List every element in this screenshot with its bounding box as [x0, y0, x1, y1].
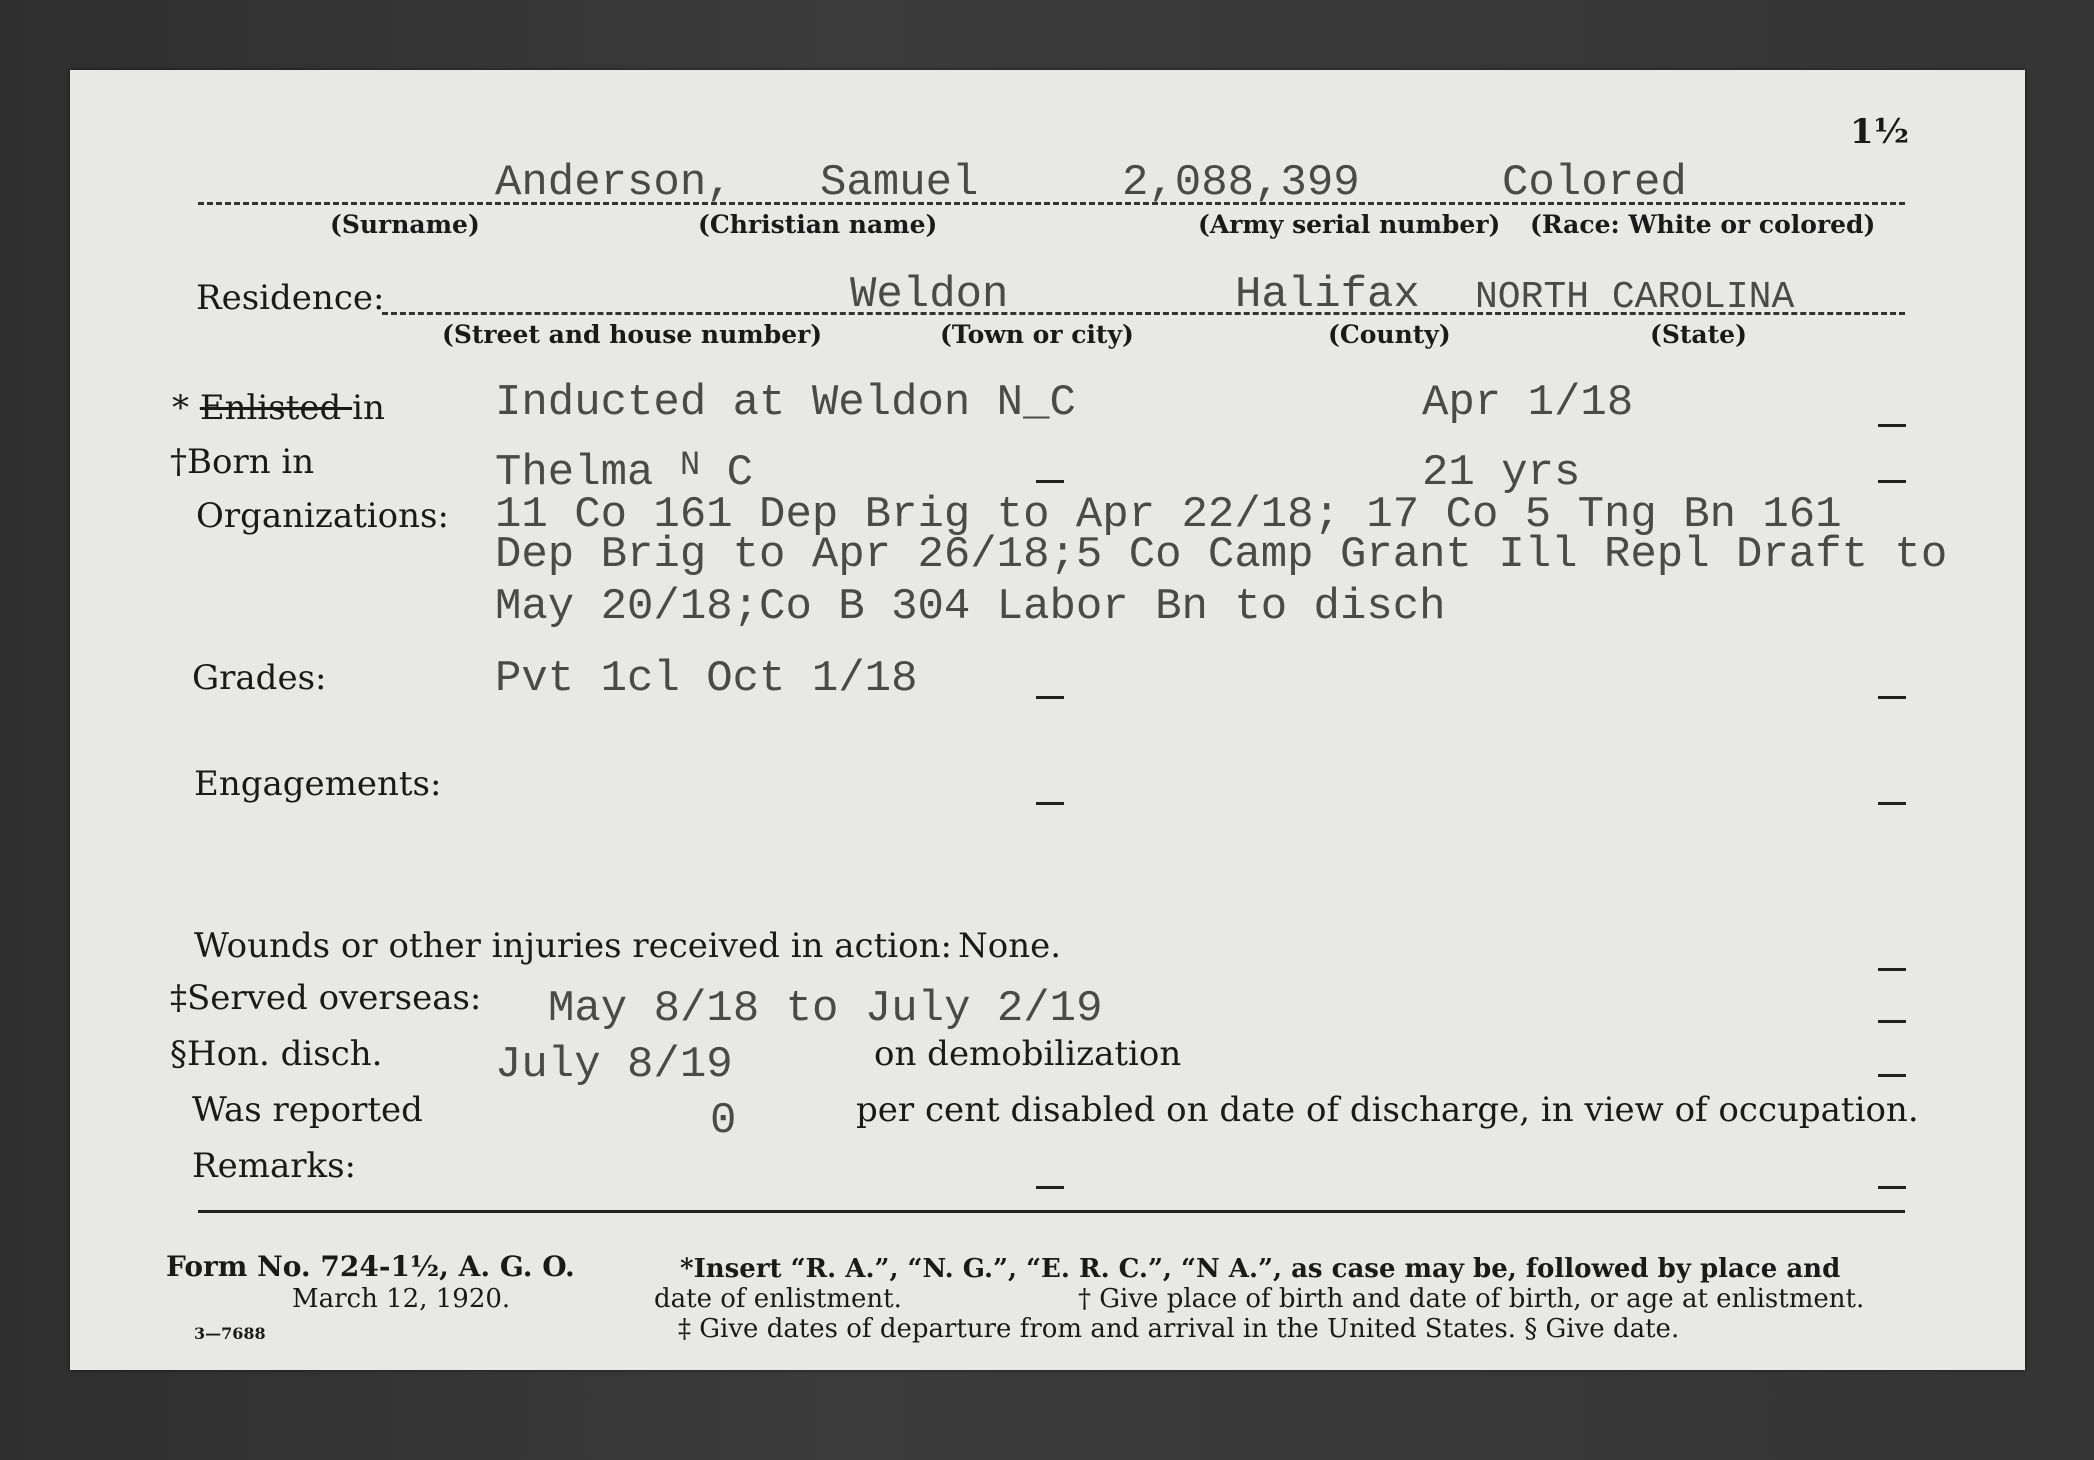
- header-dashed-line: [198, 202, 1905, 205]
- record-card: [70, 70, 2025, 1370]
- caption-town: (Town or city): [940, 320, 1134, 349]
- caption-surname: (Surname): [330, 210, 480, 239]
- organizations-label: Organizations:: [196, 496, 449, 536]
- christian-name-value: Samuel: [820, 158, 979, 208]
- page-number: 1½: [1850, 112, 1910, 152]
- dash-mark: [1878, 480, 1906, 483]
- caption-serial-number: (Army serial number): [1198, 210, 1501, 239]
- dash-mark: [1878, 1020, 1906, 1023]
- born-town: Thelma: [495, 448, 654, 498]
- remarks-label: Remarks:: [192, 1146, 356, 1186]
- reported-value: 0: [710, 1096, 737, 1146]
- organizations-line-2: Dep Brig to Apr 26/18;5 Co Camp Grant Ill Repl Draft to: [495, 530, 1948, 580]
- enlisted-date: Apr 1/18: [1422, 378, 1634, 428]
- caption-street: (Street and house number): [442, 320, 823, 349]
- dash-mark: [1036, 480, 1064, 483]
- grades-value: Pvt 1cl Oct 1/18: [495, 654, 918, 704]
- form-number: Form No. 724-1½, A. G. O.: [166, 1250, 575, 1283]
- print-code: 3—7688: [194, 1324, 266, 1343]
- born-age: 21 yrs: [1422, 448, 1581, 498]
- born-state-a: N: [679, 447, 701, 485]
- born-mark: †: [170, 442, 187, 482]
- caption-county: (County): [1328, 320, 1451, 349]
- enlisted-asterisk: *: [172, 388, 189, 428]
- residence-county: Halifax: [1235, 270, 1420, 320]
- footnote-1a: *Insert “R. A.”, “N. G.”, “E. R. C.”, “N A.”, as case may be, followed by place and: [680, 1254, 1841, 1284]
- discharge-mark: §: [170, 1034, 187, 1074]
- dash-mark: [1878, 1074, 1906, 1077]
- residence-town: Weldon: [850, 270, 1009, 320]
- born-label-text: Born in: [187, 442, 315, 482]
- wounds-value: None.: [958, 926, 1062, 966]
- overseas-mark: ‡: [170, 978, 187, 1018]
- discharge-reason: on demobilization: [874, 1034, 1182, 1074]
- reported-text: per cent disabled on date of discharge, in view of occupation.: [856, 1090, 1919, 1130]
- born-label: [170, 442, 314, 482]
- dash-mark: [1036, 802, 1064, 805]
- caption-race: (Race: White or colored): [1530, 210, 1876, 239]
- overseas-value: May 8/18 to July 2/19: [548, 984, 1103, 1034]
- caption-christian-name: (Christian name): [698, 210, 938, 239]
- enlisted-struck-word: Enlisted: [199, 388, 353, 428]
- born-state-b: C: [726, 448, 754, 498]
- engagements-label: Engagements:: [194, 764, 442, 804]
- dash-mark: [1036, 696, 1064, 699]
- enlisted-label: [172, 388, 385, 428]
- dash-mark: [1878, 696, 1906, 699]
- enlisted-value: Inducted at Weldon N_C: [495, 378, 1076, 428]
- dash-mark: [1878, 802, 1906, 805]
- form-date: March 12, 1920.: [292, 1284, 511, 1314]
- enlisted-label-tail: in: [352, 388, 385, 428]
- discharge-date: July 8/19: [495, 1040, 733, 1090]
- residence-label: Residence:: [196, 278, 385, 318]
- overseas-label: [170, 978, 481, 1018]
- reported-label: Was reported: [192, 1090, 423, 1130]
- wounds-label: Wounds or other injuries received in action:: [194, 926, 952, 966]
- dash-mark: [1878, 968, 1906, 971]
- residence-state: NORTH CAROLINA: [1475, 276, 1795, 319]
- organizations-line-3: May 20/18;Co B 304 Labor Bn to disch: [495, 582, 1446, 632]
- discharge-label: [170, 1034, 382, 1074]
- discharge-label-text: Hon. disch.: [187, 1034, 383, 1074]
- surname-value: Anderson,: [495, 158, 733, 208]
- serial-number-value: 2,088,399: [1122, 158, 1360, 208]
- dash-mark: [1878, 1186, 1906, 1189]
- race-value: Colored: [1502, 158, 1687, 208]
- dash-mark: [1036, 1186, 1064, 1189]
- footer-rule: [198, 1210, 1905, 1213]
- overseas-label-text: Served overseas:: [187, 978, 482, 1018]
- footnote-2: † Give place of birth and date of birth, or age at enlistment.: [1078, 1284, 1865, 1314]
- caption-state: (State): [1650, 320, 1747, 349]
- dash-mark: [1878, 424, 1906, 427]
- residence-dashed-line: [382, 312, 1905, 315]
- grades-label: Grades:: [192, 658, 327, 698]
- organizations-line-1: 11 Co 161 Dep Brig to Apr 22/18; 17 Co 5 Tng Bn 161: [495, 490, 1842, 540]
- footnote-1b: date of enlistment.: [654, 1284, 902, 1314]
- footnote-3: ‡ Give dates of departure from and arrival in the United States. § Give date.: [678, 1314, 1680, 1344]
